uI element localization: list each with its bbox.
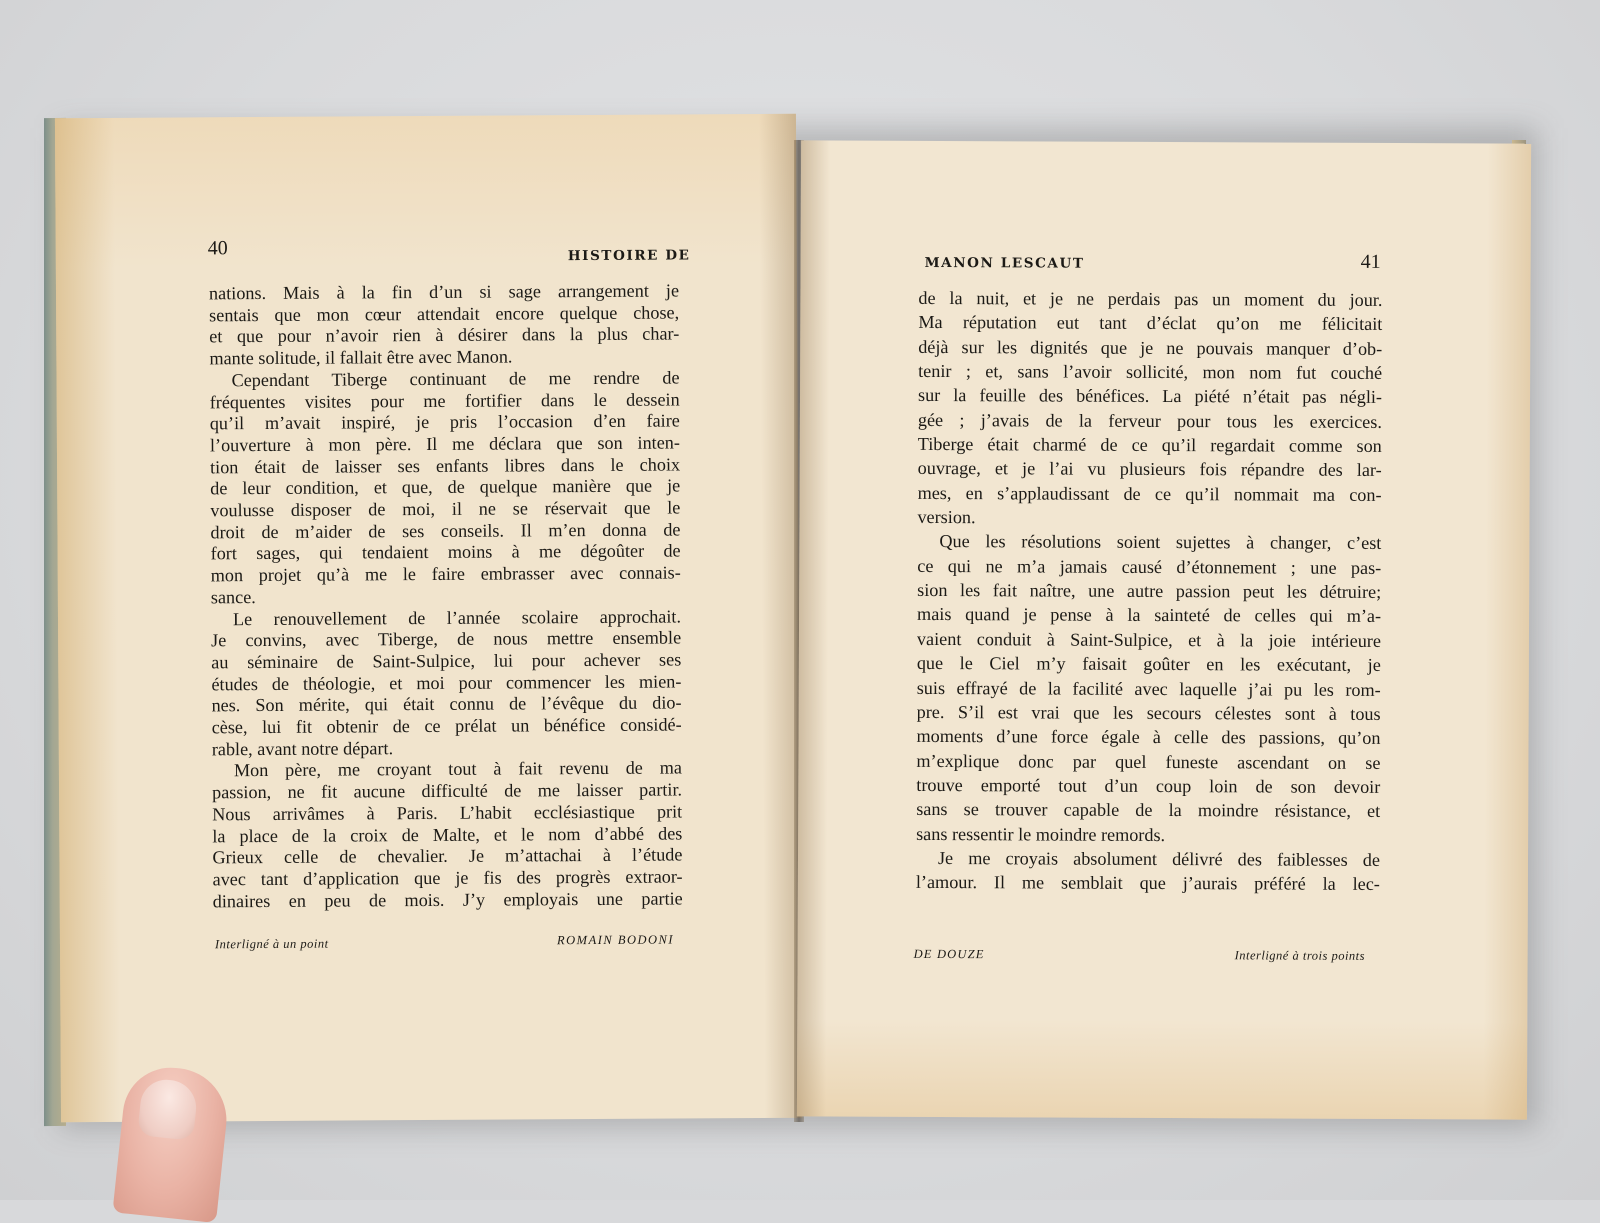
right-page-text <box>916 286 1383 897</box>
text-line: sans se trouver capable de la moindre résistance, et <box>916 799 1381 822</box>
left-footer-typeface: ROMAIN BODONI <box>556 932 675 948</box>
left-footer-leading-note: Interligné à un point <box>214 936 329 952</box>
text-line: cèse, lui fit obtenir de ce prélat un bénéfice considé- <box>211 714 682 738</box>
text-line: passion, ne fit aucune difficulté de me laisser partir. <box>212 779 683 803</box>
text-line: la place de la croix de Malte, et le nom d’abbé des <box>212 823 683 846</box>
text-line: Que les résolutions soient sujettes à changer, c’est <box>939 531 1382 554</box>
right-page <box>797 140 1531 1119</box>
text-line: mais quand je pense à la sainteté de celles qui m’a- <box>917 604 1382 627</box>
text-line: moments d’une force égale à celle des passions, qu’on <box>916 726 1381 749</box>
text-line: suis effrayé de la facilité avec laquelle j’ai pu les rom- <box>916 677 1381 700</box>
text-line: nes. Son mérite, qui était connu de l’évêque du dio- <box>211 692 682 716</box>
right-footer-size: DE DOUZE <box>913 946 985 962</box>
text-line: voulusse disposer de moi, il ne se réservait que le <box>210 497 681 521</box>
text-line: de la nuit, et je ne perdais pas un moment du jour. <box>918 287 1383 310</box>
text-line: ouvrage, et je l’ai vu plusieurs fois répandre des lar- <box>917 458 1382 481</box>
text-line: l’amour. Il me semblait que j’aurais préféré la lec- <box>915 872 1380 895</box>
text-line: l’ouverture à mon père. Il me déclara que son inten- <box>209 432 680 456</box>
text-line: au séminaire de Saint-Sulpice, lui pour achever ses <box>211 649 682 673</box>
left-page-number: 40 <box>207 237 228 260</box>
text-line: sentais que mon cœur attendait encore quelque chose, <box>209 302 680 326</box>
text-line: droit de m’aider de ses conseils. Il m’en donna de <box>210 519 681 543</box>
right-page-number: 41 <box>1360 250 1381 273</box>
text-line: tion était de laisser ses enfants libres dans le choix <box>210 454 681 477</box>
text-line: et que pour n’avoir rien à désirer dans la plus char- <box>209 323 680 347</box>
text-line: sance. <box>210 586 256 608</box>
text-line: mes, en s’applaudissant de ce qu’il nommait ma con- <box>917 482 1382 505</box>
left-page-text <box>209 280 683 912</box>
left-running-head: HISTOIRE DE <box>567 247 691 265</box>
text-line: avec tant d’application que je fis des progrès extraor- <box>212 866 683 890</box>
text-line: sion les fait naître, une autre passion peut les détruire; <box>917 580 1382 603</box>
text-line: Mon père, me croyant tout à fait revenu de ma <box>233 757 682 781</box>
left-page <box>55 114 802 1123</box>
text-line: Je convins, avec Tiberge, de nous mettre ensemble <box>211 627 682 651</box>
text-line: Le renouvellement de l’année scolaire approchait. <box>232 606 682 629</box>
text-line: vaient conduit à Saint-Sulpice, et à la joie intérieure <box>916 628 1381 651</box>
text-line: ce qui ne m’a jamais causé d’étonnement ; une pas- <box>917 555 1382 578</box>
text-line: fort sages, qui tendaient moins à me dégoûter de <box>210 540 681 564</box>
text-line: m’explique donc par quel funeste ascendant on se <box>916 750 1381 773</box>
text-line: Je me croyais absolument délivré des faiblesses de <box>937 847 1381 870</box>
text-line: version. <box>917 507 976 528</box>
text-line: fréquentes visites pour me fortifier dans le dessein <box>209 388 680 412</box>
text-line: Tiberge était charmé de ce qu’il regardait comme son <box>917 433 1382 457</box>
text-line: rable, avant notre départ. <box>211 737 394 760</box>
text-line: études de théologie, et moi pour commencer les mien- <box>211 671 682 694</box>
text-line: nations. Mais à la fin d’un si sage arrangement je <box>208 280 680 304</box>
text-line: gée ; j’avais de la ferveur pour tous les exercices. <box>917 409 1382 432</box>
text-line: trouve emporté tout d’un coup loin de son devoir <box>916 774 1381 797</box>
text-line: dinaires en peu de mois. J’y employais une partie <box>212 888 683 912</box>
text-line: déjà sur les dignités que je ne pouvais manquer d’ob- <box>918 336 1383 359</box>
right-footer-leading-note: Interligné à trois points <box>1234 948 1366 963</box>
text-line: Grieux celle de chevalier. Je m’attachai à l’étude <box>212 844 683 868</box>
text-line: Cependant Tiberge continuant de me rendre de <box>231 367 680 391</box>
text-line: sans ressentir le moindre remords. <box>916 823 1166 845</box>
text-line: mon projet qu’à me le faire embrasser avec connais- <box>210 562 681 586</box>
text-line: sur la feuille des bénéfices. La piété n’était pas négli- <box>917 385 1383 408</box>
text-line: mante solitude, il fallait être avec Manon. <box>209 346 513 369</box>
text-line: Nous arrivâmes à Paris. L’habit ecclésiastique prit <box>212 801 683 825</box>
text-line: tenir ; et, sans l’avoir sollicité, mon nom fut couché <box>918 360 1383 383</box>
text-line: qu’il m’avait inspiré, je pris l’occasion d’en faire <box>209 410 680 434</box>
text-line: de leur condition, et que, de quelque manière que je <box>210 475 681 499</box>
text-line: que le Ciel m’y faisait goûter en les exécutant, je <box>916 653 1381 676</box>
text-line: Ma réputation eut tant d’éclat qu’on me félicitait <box>918 312 1383 335</box>
text-line: pre. S’il est vrai que les secours célestes sont à tous <box>916 701 1381 724</box>
right-running-head: MANON LESCAUT <box>924 254 1085 272</box>
